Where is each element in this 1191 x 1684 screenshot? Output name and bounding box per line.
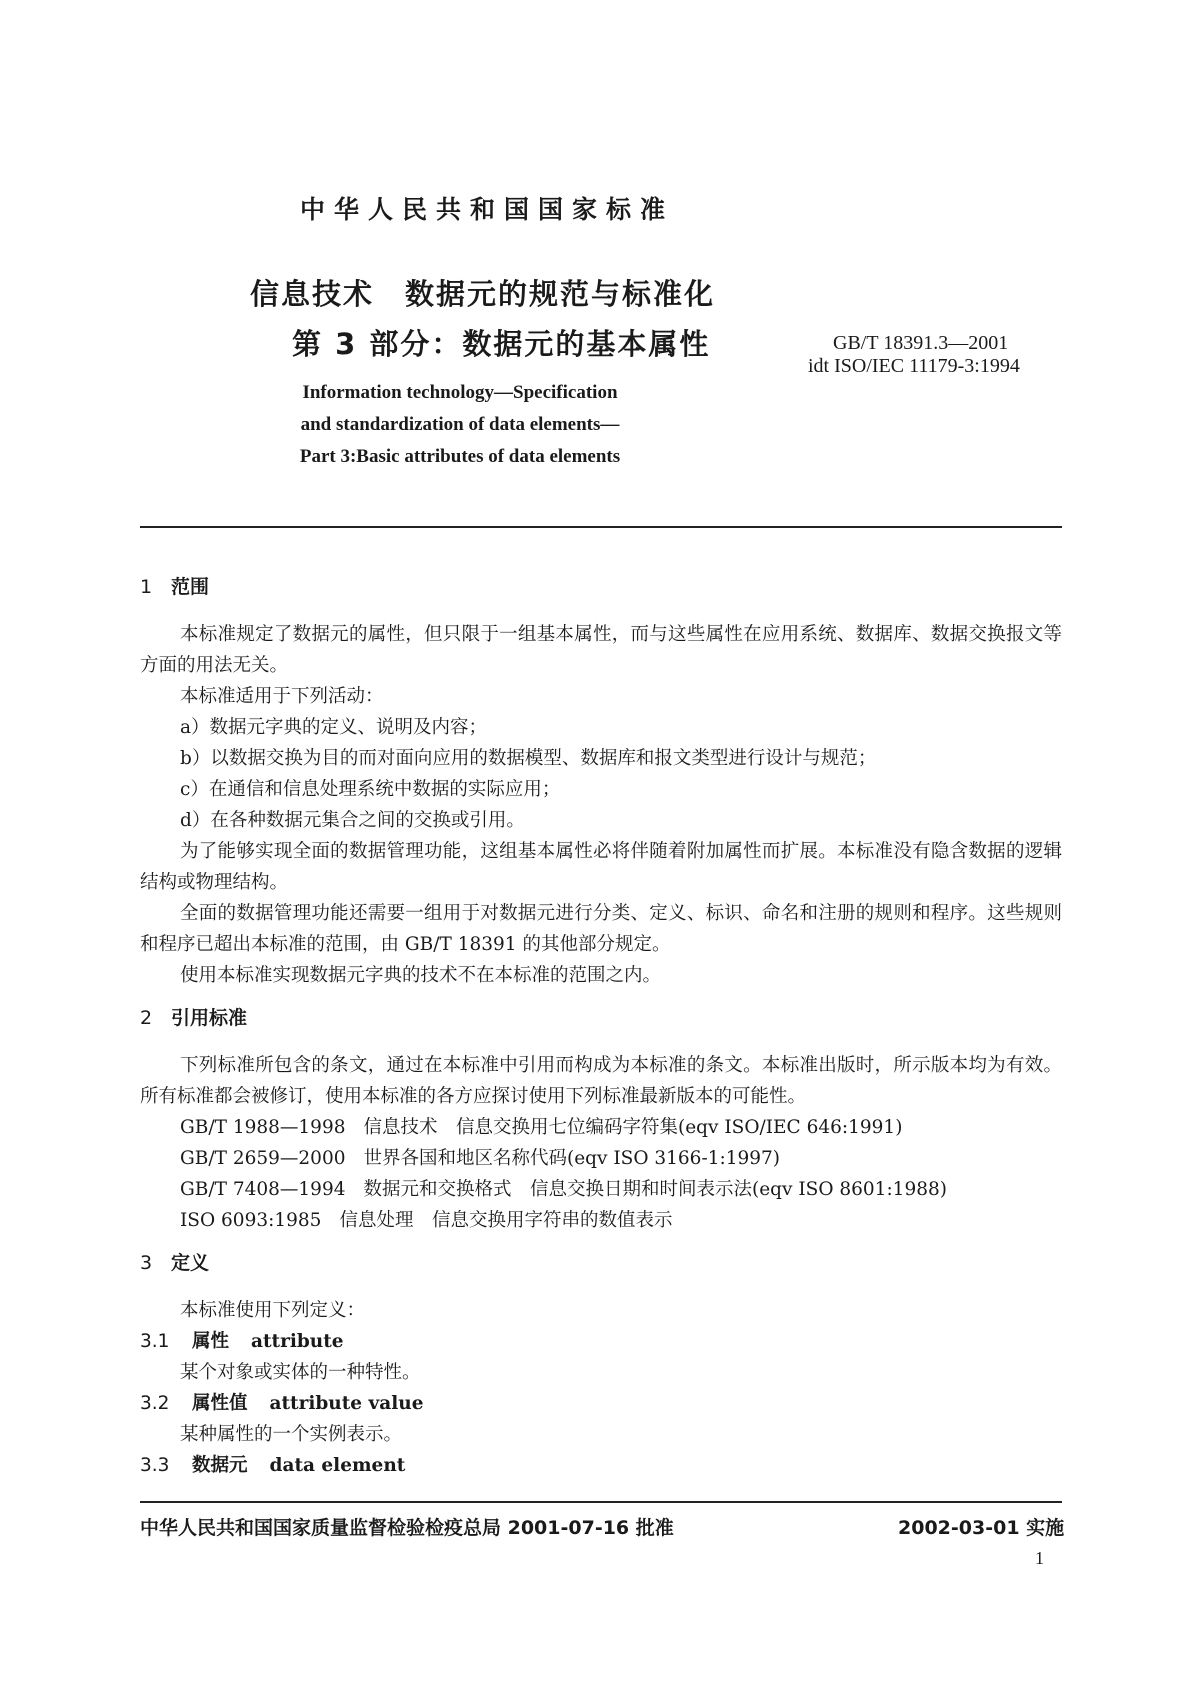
national-standard-label: 中华人民共和国国家标准 (300, 195, 675, 224)
section-3-heading (140, 1248, 1062, 1275)
section-number: 1 (140, 576, 153, 598)
reference-item (140, 1112, 1062, 1143)
section-number: 2 (140, 1007, 153, 1029)
section-2-heading (140, 1003, 1062, 1030)
english-title-line-3: Part 3:Basic attributes of data elements (299, 446, 621, 467)
title-line-1: 信息技术 数据元的规范与标准化 (250, 277, 716, 311)
effective-date: 2002-03-01 实施 (898, 1517, 1065, 1539)
section-title: 引用标准 (171, 1007, 248, 1029)
reference-title: 数据元和交换格式 信息交换日期和时间表示法(eqv ISO 8601:1988) (363, 1179, 947, 1200)
approval-statement: 中华人民共和国国家质量监督检验检疫总局 2001-07-16 批准 (140, 1517, 674, 1539)
definition-term-en: attribute value (269, 1393, 424, 1414)
reference-title: 世界各国和地区名称代码(eqv ISO 3166-1:1997) (363, 1148, 781, 1169)
english-title-line-2: and standardization of data elements— (300, 414, 620, 435)
reference-code: GB/T 7408—1994 (180, 1179, 346, 1200)
english-title-line-1: Information technology—Specification (302, 382, 618, 403)
list-item: c）在通信和信息处理系统中数据的实际应用； (180, 779, 561, 800)
section-number: 3 (140, 1252, 153, 1274)
list-item: a）数据元字典的定义、说明及内容； (180, 717, 488, 738)
definition-term-en: data element (269, 1455, 406, 1476)
reference-title: 信息处理 信息交换用字符串的数值表示 (339, 1210, 673, 1231)
standard-equivalence: idt ISO/IEC 11179-3:1994 (808, 355, 1020, 377)
section-title: 定义 (171, 1252, 210, 1274)
paragraph: 下列标准所包含的条文，通过在本标准中引用而构成为本标准的条文。本标准出版时，所示版本均为有效。所有标准都会被修订，使用本标准的各方应探讨使用下列标准最新版本的可能性。 (140, 1055, 1062, 1107)
definition-text: 某种属性的一个实例表示。 (180, 1424, 403, 1445)
standard-number: GB/T 18391.3—2001 (833, 332, 1009, 354)
header-divider (140, 526, 1062, 528)
definition-number: 3.2 (140, 1393, 170, 1414)
definition-number: 3.3 (140, 1455, 170, 1476)
definition-term-zh: 数据元 (192, 1455, 248, 1476)
page-number: 1 (1035, 1548, 1044, 1568)
section-1-heading (140, 572, 1062, 599)
paragraph: 全面的数据管理功能还需要一组用于对数据元进行分类、定义、标识、命名和注册的规则和程序。这些规则和程序已超出本标准的范围，由 GB/T 18391 的其他部分规定。 (140, 903, 1062, 955)
reference-item (140, 1143, 1062, 1174)
title-line-2: 第 3 部分：数据元的基本属性 (292, 327, 711, 361)
footer-divider (140, 1501, 1062, 1503)
definition-heading (140, 1388, 1062, 1419)
reference-title: 信息技术 信息交换用七位编码字符集(eqv ISO/IEC 646:1991) (363, 1117, 903, 1138)
definition-term-zh: 属性 (192, 1331, 230, 1352)
reference-item (140, 1205, 1062, 1236)
paragraph: 本标准使用下列定义： (180, 1300, 366, 1321)
paragraph: 本标准适用于下列活动： (180, 686, 384, 707)
reference-code: GB/T 1988—1998 (180, 1117, 346, 1138)
paragraph: 为了能够实现全面的数据管理功能，这组基本属性必将伴随着附加属性而扩展。本标准没有隐含数据的逻辑结构或物理结构。 (140, 841, 1062, 893)
definition-heading (140, 1326, 1062, 1357)
reference-item (140, 1174, 1062, 1205)
section-title: 范围 (171, 576, 210, 598)
definition-term-en: attribute (251, 1331, 344, 1352)
definition-term-zh: 属性值 (192, 1393, 248, 1414)
paragraph: 使用本标准实现数据元字典的技术不在本标准的范围之内。 (180, 965, 662, 986)
paragraph: 本标准规定了数据元的属性，但只限于一组基本属性，而与这些属性在应用系统、数据库、数据交换报文等方面的用法无关。 (140, 624, 1062, 676)
list-item: b）以数据交换为目的而对面向应用的数据模型、数据库和报文类型进行设计与规范； (180, 748, 877, 769)
definition-text: 某个对象或实体的一种特性。 (180, 1362, 421, 1383)
reference-code: GB/T 2659—2000 (180, 1148, 346, 1169)
definition-heading (140, 1450, 1062, 1481)
list-item: d）在各种数据元集合之间的交换或引用。 (180, 810, 525, 831)
reference-code: ISO 6093:1985 (180, 1210, 322, 1231)
document-body (140, 572, 1062, 1481)
definition-number: 3.1 (140, 1331, 170, 1352)
